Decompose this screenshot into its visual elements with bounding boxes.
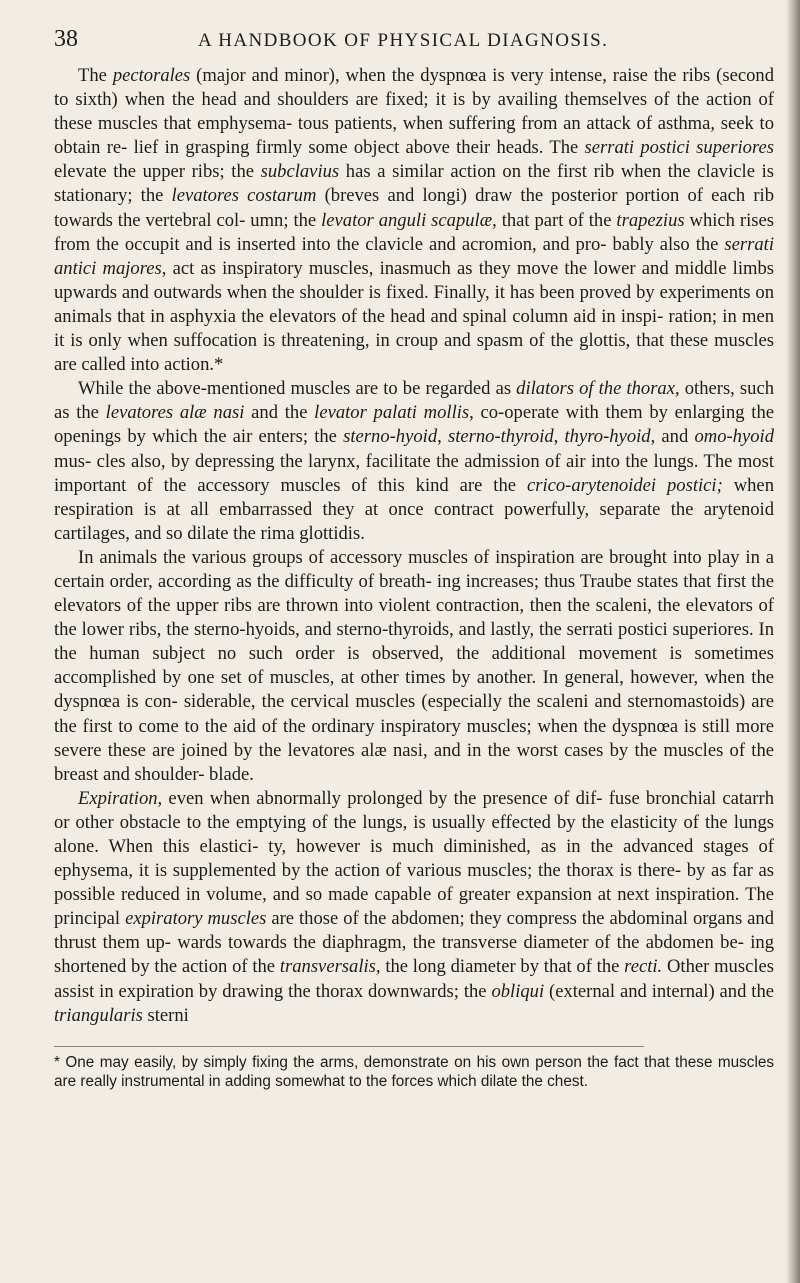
text-run: sterni (142, 1004, 189, 1026)
italic-term: Expiration (78, 787, 158, 809)
text-run: (major and minor), when the dyspnœa is very intense, raise the ribs (second to sixth) when the head and shoulders are fixed; it is by availing themselves of the action of these muscles that emphysema- tous patients, when suffering from an attack of asthma, seek to obtain re- lief in grasping firmly some object above their heads. The (54, 65, 774, 159)
paragraph (54, 64, 774, 377)
text-run: , others, such as the (54, 378, 774, 424)
paragraph (54, 377, 774, 546)
text-run: when respiration is at all embarrassed they at once contract powerfully, separate the arytenoid cartilages, and so dilate the rima glottidis. (54, 474, 774, 544)
page-number: 38 (54, 26, 78, 52)
text-run: (breves and longi) draw the posterior portion of each rib towards the vertebral col- umn; the (54, 185, 774, 231)
text-run: mus- cles also, by depressing the larynx, facilitate the admission of air into the lungs. The most important of the accessory muscles of this kind are the (54, 450, 774, 496)
text-run: has a similar action on the first rib when the clavicle is stationary; the (54, 161, 774, 207)
text-run: which rises from the occupit and is inserted into the clavicle and acromion, and pro- bably also the (54, 209, 774, 255)
text-run: The (78, 65, 113, 86)
paragraph (54, 546, 774, 787)
italic-term: serrati antici majores (54, 233, 774, 279)
body-text (54, 64, 774, 1028)
text-run: , and (650, 426, 695, 448)
text-run: (external and internal) and the (544, 980, 774, 1002)
italic-term: levatores costarum (171, 185, 317, 207)
italic-term: subclavius (260, 161, 340, 183)
italic-term: pectorales (112, 65, 191, 86)
italic-term: thyro-hyoid (564, 426, 651, 448)
italic-term: trapezius (616, 209, 685, 231)
italic-term: crico-arytenoidei postici; (526, 474, 723, 496)
italic-term: serrati postici superiores (584, 137, 774, 159)
text-run: and the (244, 402, 315, 424)
italic-term: expiratory muscles (125, 908, 267, 930)
italic-term: levator palati mollis (314, 402, 470, 424)
running-title: A HANDBOOK OF PHYSICAL DIAGNOSIS. (198, 30, 609, 51)
italic-term: triangularis (54, 1004, 143, 1026)
italic-term: recti. (624, 956, 663, 978)
text-run: , the long diameter by that of the (375, 956, 625, 978)
italic-term: transversalis (279, 956, 376, 978)
footnote: * One may easily, by simply fixing the arms, demonstrate on his own person the fact that these muscles are really instrumental in adding somewhat to the forces which dilate the chest. (54, 1053, 774, 1090)
italic-term: sterno-hyoid (343, 426, 438, 448)
footnote-rule (54, 1046, 644, 1047)
text-run: In animals the various groups of accessory muscles of inspiration are brought into play in a certain order, according as the difficulty of breath- ing increases; thus Traube states that first the elevators of the upper ribs are thrown into violent contraction, then the scaleni, the elevators of the lower ribs, the sterno-hyoids, and sterno-thyroids, and lastly, the serrati postici superiores. In the human subject no such order is observed, the additional movement is sometimes accomplished by one set of muscles, at other times by another. In general, however, when the dyspnœa is con- siderable, the cervical muscles (especially the scaleni and sternomastoids) are the first to come to the aid of the ordinary inspiratory muscles; when the dyspnœa is still more severe these are joined by the levatores alæ nasi, and in the worst cases by the muscles of the breast and shoulder- blade. (54, 546, 774, 785)
text-run: are those of the abdomen; they compress the abdominal organs and thrust them up- wards towards the diaphragm, the transverse diameter of the abdomen be- ing shortened by the action of the (54, 908, 774, 978)
text-run: , (553, 426, 565, 448)
text-run: , even when abnormally prolonged by the presence of dif- fuse bronchial catarrh or other obstacle to the emptying of the lungs, is usually effected by the elasticity of the lungs alone. When this elastici- ty, however is much diminished, as in the advanced stages of ephysema, it is supplemented by the action of various muscles; the thorax is there- by as far as possible reduced in volume, and so made capable of greater expansion at next inspiration. The principal (54, 787, 774, 930)
running-head (54, 18, 774, 52)
text-run: , co-operate with them by enlarging the openings by which the air enters; the (54, 402, 775, 448)
italic-term: levatores alæ nasi (105, 402, 245, 424)
italic-term: levator anguli scapulæ (321, 209, 493, 231)
text-run: While the above-mentioned muscles are to be regarded as (78, 378, 517, 400)
text-run: elevate the upper ribs; the (54, 161, 261, 183)
paragraph (54, 787, 774, 1028)
text-run: , act as inspiratory muscles, inasmuch as they move the lower and middle limbs upwards and outwards when the shoulder is fixed. Finally, it has been proved by experiments on animals that in asphyxia the elevators of the head and spinal column aid in inspi- ration; in men it is only when suffocation is threatening, in croup and spasm of the glottis, that these muscles are called into action.* (54, 257, 774, 376)
italic-term: omo-hyoid (694, 426, 774, 448)
text-run: Other muscles assist in expiration by drawing the thorax downwards; the (54, 956, 774, 1002)
italic-term: dilators of the thorax (516, 378, 675, 400)
book-page (54, 18, 774, 1091)
page-edge-shadow (786, 0, 800, 1283)
italic-term: sterno-thyroid (447, 426, 554, 448)
text-run: , that part of the (492, 209, 617, 231)
text-run: , (437, 426, 448, 448)
italic-term: obliqui (491, 980, 545, 1002)
